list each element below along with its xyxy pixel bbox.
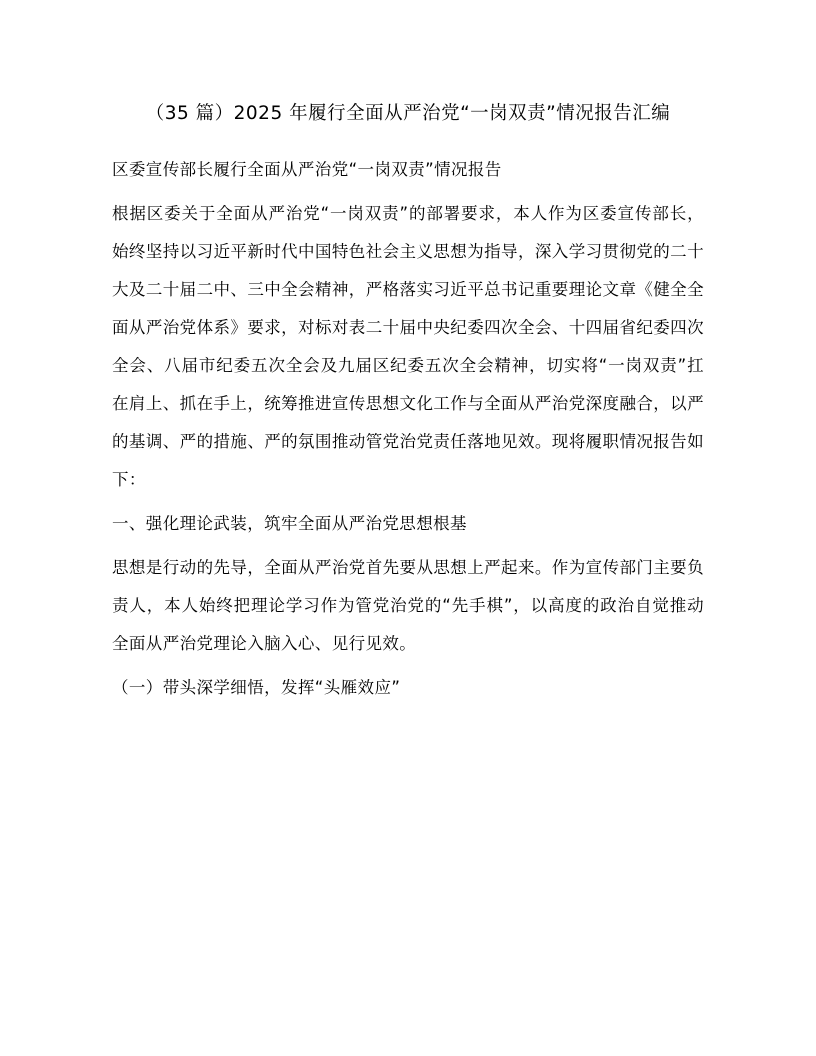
paragraph-body-2: 思想是行动的先导，全面从严治党首先要从思想上严起来。作为宣传部门主要负责人，本人始终把理论学习作为管党治党的“先手棋”，以高度的政治自觉推动全面从严治党理论入脑入心、见行见效。: [112, 558, 704, 653]
page-title: （35 篇）2025 年履行全面从严治党“一岗双责”情况报告汇编: [145, 103, 671, 124]
paragraph-heading-1: 一、强化理论武装，筑牢全面从严治党思想根基: [112, 514, 467, 533]
paragraph-section-heading: 区委宣传部长履行全面从严治党“一岗双责”情况报告: [112, 160, 502, 179]
paragraph-subheading-1: （一）带头深学细悟，发挥“头雁效应”: [112, 678, 401, 697]
paragraph-body-1: 根据区委关于全面从严治党“一岗双责”的部署要求，本人作为区委宣传部长，始终坚持以习近平新时代中国特色社会主义思想为指导，深入学习贯彻党的二十大及二十届二中、三中全会精神，严格落实习近平总书记重要理论文章《健全全面从严治党体系》要求，对标对表二十届中央纪委四次全会、十四届省纪委四次全会、八届市纪委五次全会及九届区纪委五次全会精神，切实将“一岗双责”扛在肩上、抓在手上，统筹推进宣传思想文化工作与全面从严治党深度融合，以严的基调、严的措施、严的氛围推动管党治党责任落地见效。现将履职情况报告如下：: [112, 204, 704, 489]
